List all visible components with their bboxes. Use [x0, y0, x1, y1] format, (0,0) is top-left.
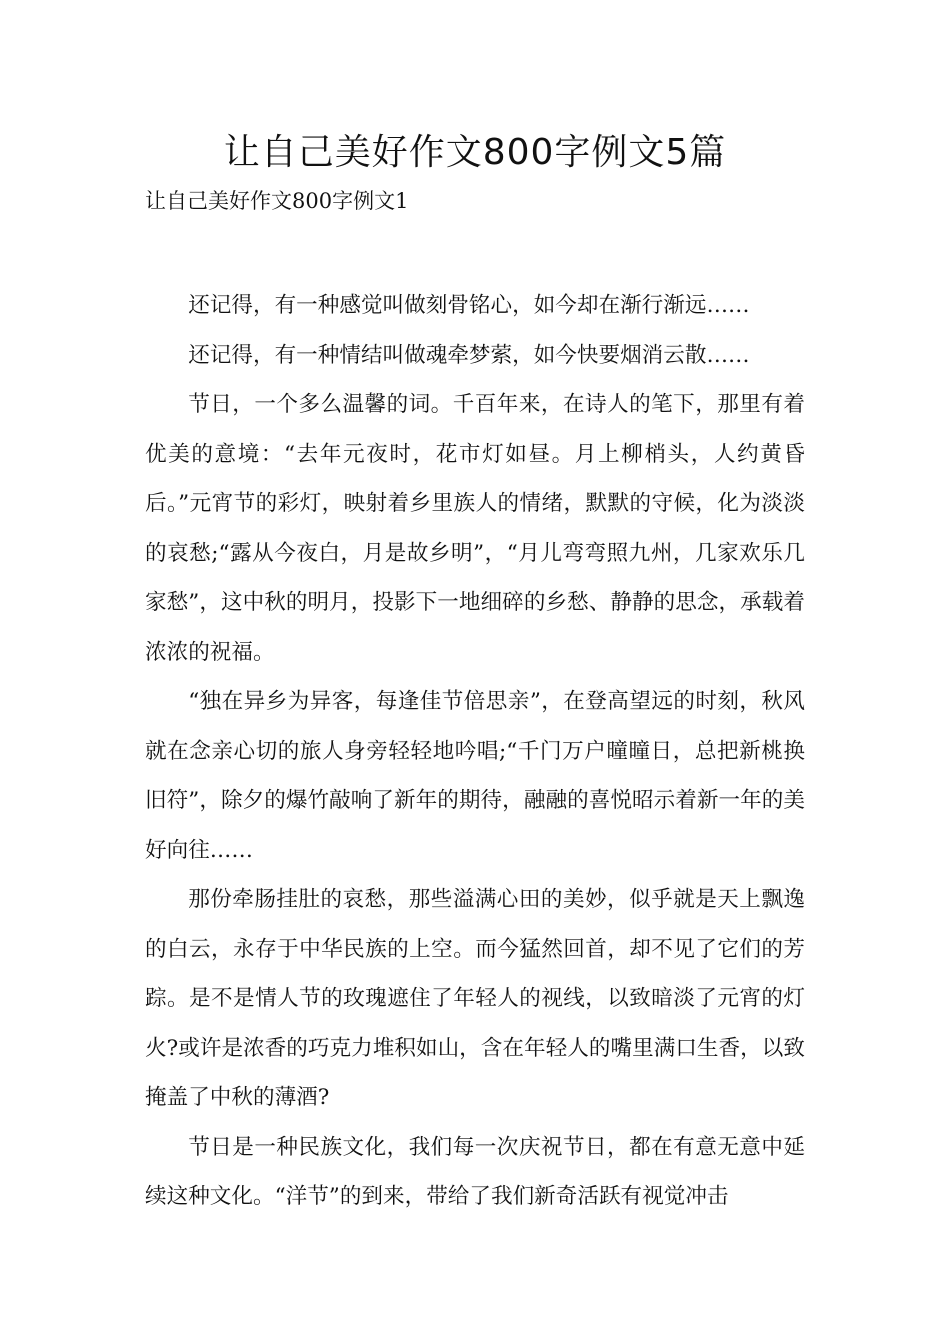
- paragraph-2: 还记得，有一种情结叫做魂牵梦萦，如今快要烟消云散……: [188, 342, 750, 368]
- paragraph-5: 那份牵肠挂肚的哀愁，那些溢满心田的美妙，似乎就是天上飘逸的白云，永存于中华民族的上空。而今猛然回首，却不见了它们的芳踪。是不是情人节的玫瑰遮住了年轻人的视线，以致暗淡了元宵的灯火?或许是浓香的巧克力堆积如山，含在年轻人的嘴里满口生香，以致掩盖了中秋的薄酒?: [145, 887, 805, 1110]
- document-body: [145, 281, 805, 1222]
- document-subtitle: 让自己美好作文800字例文1: [145, 189, 409, 213]
- paragraph-4: “独在异乡为异客，每逢佳节倍思亲”，在登高望远的时刻，秋风就在念亲心切的旅人身旁轻轻地吟唱;“千门万户曈曈日，总把新桃换旧符”，除夕的爆竹敲响了新年的期待，融融的喜悦昭示着新一年的美好向往……: [145, 689, 805, 863]
- paragraph-3: 节日，一个多么温馨的词。千百年来，在诗人的笔下，那里有着优美的意境：“去年元夜时，花市灯如昼。月上柳梢头，人约黄昏后。”元宵节的彩灯，映射着乡里族人的情绪，默默的守候，化为淡淡的哀愁;“露从今夜白，月是故乡明”，“月儿弯弯照九州，几家欢乐几家愁”，这中秋的明月，投影下一地细碎的乡愁、静静的思念，承载着浓浓的祝福。: [145, 392, 805, 665]
- document-title: 让自己美好作文800字例文5篇: [223, 132, 727, 173]
- paragraph-1: 还记得，有一种感觉叫做刻骨铭心，如今却在渐行渐远……: [188, 293, 750, 318]
- paragraph-6: 节日是一种民族文化，我们每一次庆祝节日，都在有意无意中延续这种文化。“洋节”的到来，带给了我们新奇活跃有视觉冲击: [145, 1134, 805, 1209]
